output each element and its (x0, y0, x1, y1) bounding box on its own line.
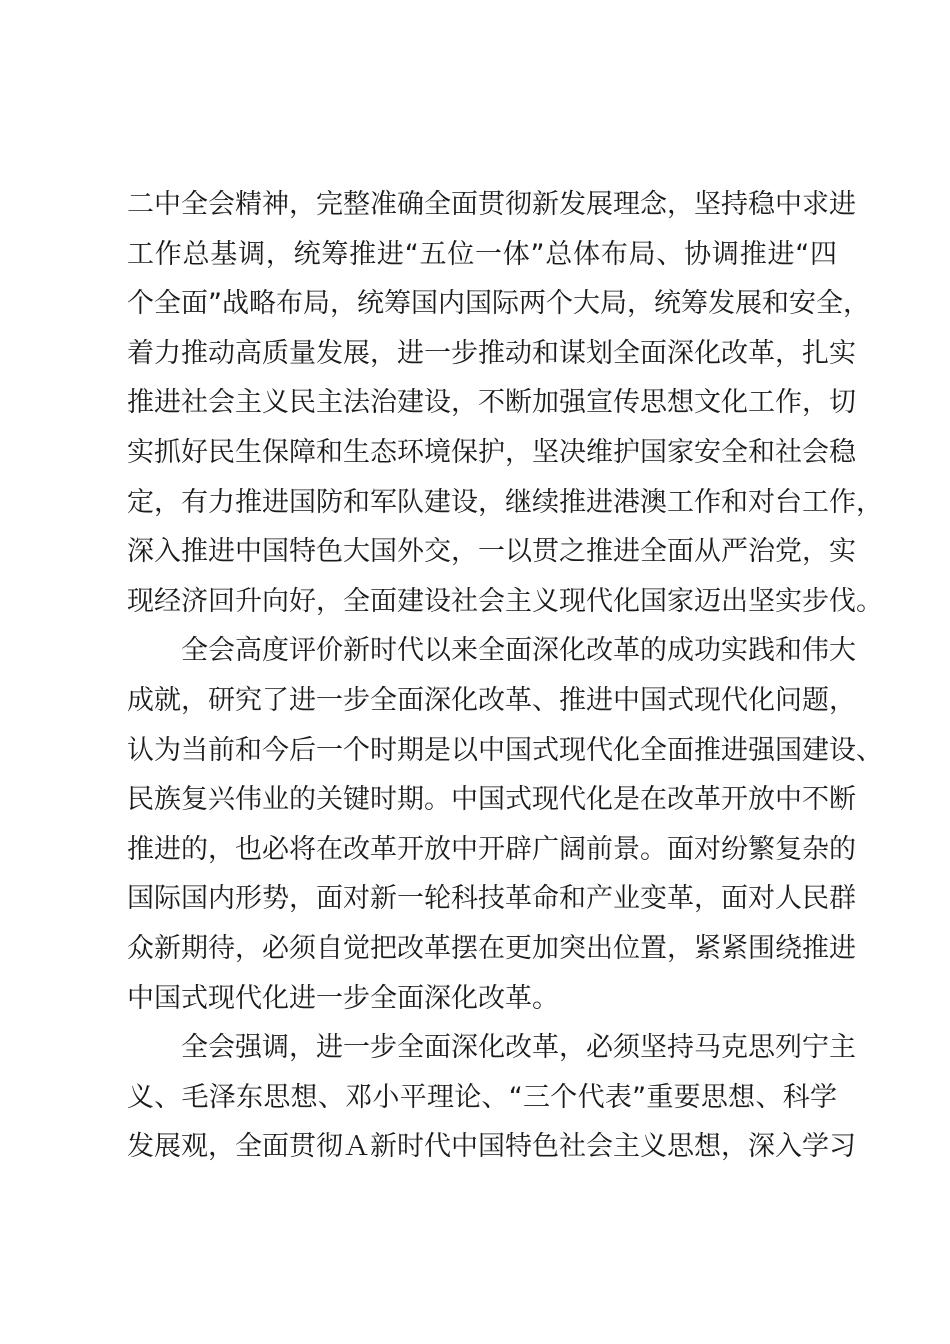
text-line: 成就，研究了进一步全面深化改革、推进中国式现代化问题， (127, 684, 856, 716)
text-line: 众新期待，必须自觉把改革摆在更加突出位置，紧紧围绕推进 (127, 932, 856, 964)
document-body-text (127, 180, 883, 1172)
text-line: 定，有力推进国防和军队建设，继续推进港澳工作和对台工作， (127, 486, 883, 518)
text-line: 实抓好民生保障和生态环境保护，坚决维护国家安全和社会稳 (127, 436, 856, 468)
text-line: 现经济回升向好，全面建设社会主义现代化国家迈出坚实步伐。 (127, 585, 883, 617)
text-line: 认为当前和今后一个时期是以中国式现代化全面推进强国建设、 (127, 734, 883, 766)
text-line: 个全面”战略布局，统筹国内国际两个大局，统筹发展和安全， (127, 288, 870, 320)
text-line: 民族复兴伟业的关键时期。中国式现代化是在改革开放中不断 (127, 784, 856, 816)
paragraph-first-line: 全会高度评价新时代以来全面深化改革的成功实践和伟大 (181, 635, 856, 667)
text-line: 国际国内形势，面对新一轮科技革命和产业变革，面对人民群 (127, 883, 856, 915)
text-line: 推进社会主义民主法治建设，不断加强宣传思想文化工作，切 (127, 387, 856, 419)
text-line: 发展观，全面贯彻Ａ新时代中国特色社会主义思想，深入学习 (127, 1131, 856, 1163)
text-line: 着力推动高质量发展，进一步推动和谋划全面深化改革，扎实 (127, 337, 856, 369)
text-line: 中国式现代化进一步全面深化改革。 (127, 982, 559, 1014)
text-line: 深入推进中国特色大国外交，一以贯之推进全面从严治党，实 (127, 536, 856, 568)
text-line: 推进的，也必将在改革开放中开辟广阔前景。面对纷繁复杂的 (127, 833, 856, 865)
text-line: 二中全会精神，完整准确全面贯彻新发展理念，坚持稳中求进 (127, 189, 856, 220)
text-line: 工作总基调，统筹推进“五位一体”总体布局、协调推进“四 (127, 238, 837, 270)
paragraph-first-line: 全会强调，进一步全面深化改革，必须坚持马克思列宁主 (181, 1032, 856, 1064)
text-line: 义、毛泽东思想、邓小平理论、“三个代表”重要思想、科学 (127, 1081, 837, 1113)
